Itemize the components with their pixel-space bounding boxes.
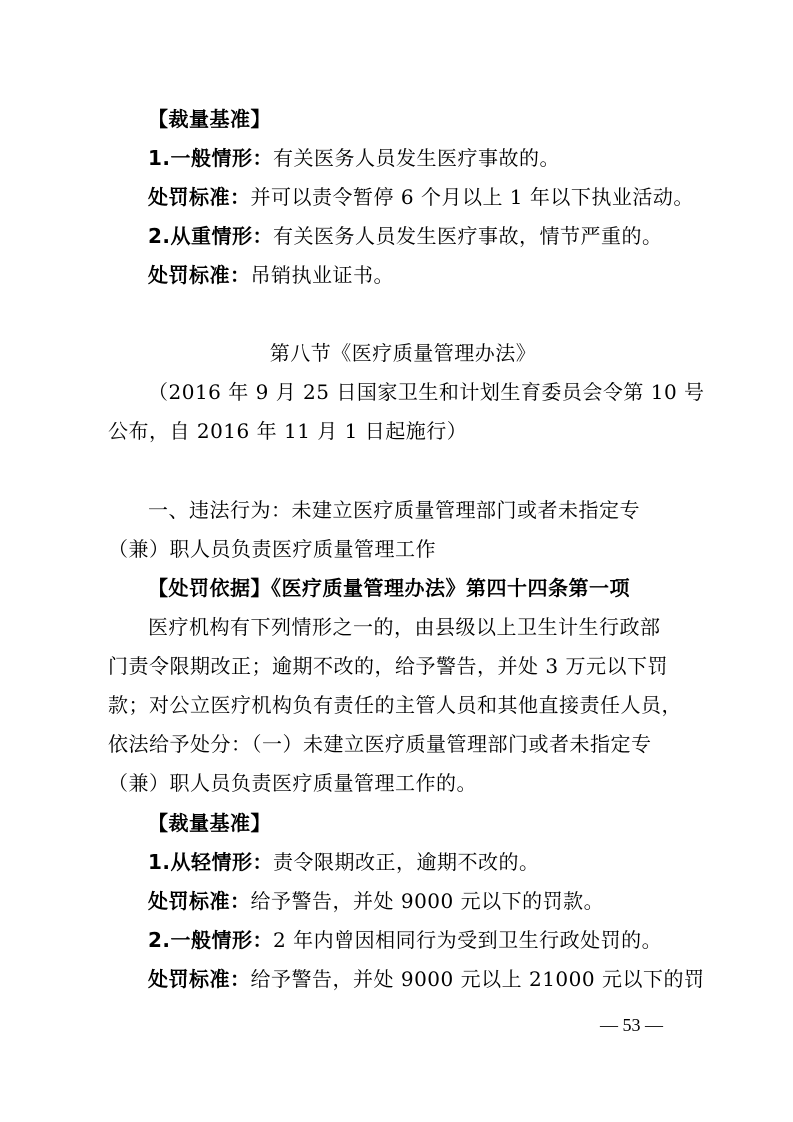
section-note-line-1: （2016 年 9 月 25 日国家卫生和计划生育委员会令第 10 号	[148, 380, 705, 404]
basis-paragraph-line: 门责令限期改正；逾期不改的，给予警告，并处 3 万元以下罚	[108, 654, 668, 678]
basis-paragraph-line: 医疗机构有下列情形之一的，由县级以上卫生计生行政部	[148, 615, 661, 639]
discretion-line	[148, 847, 738, 877]
discretion-header-1: 【裁量基准】	[148, 107, 271, 131]
line-text: 吊销执业证书。	[250, 263, 394, 287]
line-label: 1.一般情形：	[148, 146, 274, 170]
discretion-line	[148, 143, 738, 173]
line-label: 处罚标准：	[148, 263, 251, 287]
basis-header: 【处罚依据】《医疗质量管理办法》第四十四条第一项	[148, 576, 630, 600]
discretion-line	[148, 182, 738, 212]
section-note-line-2: 公布，自 2016 年 11 月 1 日起施行）	[108, 419, 468, 443]
basis-paragraph-line: 款；对公立医疗机构负有责任的主管人员和其他直接责任人员，	[108, 693, 682, 717]
line-label: 处罚标准：	[148, 967, 251, 991]
discretion-line	[148, 925, 738, 955]
line-text: 2 年内曾因相同行为受到卫生行政处罚的。	[273, 928, 663, 952]
line-label: 处罚标准：	[148, 889, 251, 913]
discretion-header-2: 【裁量基准】	[148, 811, 271, 835]
violation-line-2: （兼）职人员负责医疗质量管理工作	[108, 537, 436, 561]
discretion-line	[148, 964, 738, 994]
violation-line-1: 一、违法行为：未建立医疗质量管理部门或者未指定专	[148, 498, 640, 522]
discretion-line	[148, 260, 738, 290]
line-text: 有关医务人员发生医疗事故，情节严重的。	[273, 224, 663, 248]
line-text: 给予警告，并处 9000 元以下的罚款。	[250, 889, 605, 913]
section-title: 第八节《医疗质量管理办法》	[269, 341, 537, 365]
line-text: 给予警告，并处 9000 元以上 21000 元以下的罚	[250, 967, 705, 991]
line-text: 并可以责令暂停 6 个月以上 1 年以下执业活动。	[250, 185, 694, 209]
discretion-line	[148, 221, 738, 251]
line-text: 有关医务人员发生医疗事故的。	[273, 146, 561, 170]
basis-paragraph-line: 依法给予处分：（一）未建立医疗质量管理部门或者未指定专	[108, 732, 652, 756]
line-label: 处罚标准：	[148, 185, 251, 209]
basis-paragraph-line: （兼）职人员负责医疗质量管理工作的。	[108, 771, 477, 795]
discretion-line	[148, 886, 738, 916]
line-label: 2.一般情形：	[148, 928, 274, 952]
line-label: 2.从重情形：	[148, 224, 274, 248]
line-label: 1.从轻情形：	[148, 850, 274, 874]
page-number: — 53 —	[600, 1015, 663, 1035]
line-text: 责令限期改正，逾期不改的。	[273, 850, 540, 874]
